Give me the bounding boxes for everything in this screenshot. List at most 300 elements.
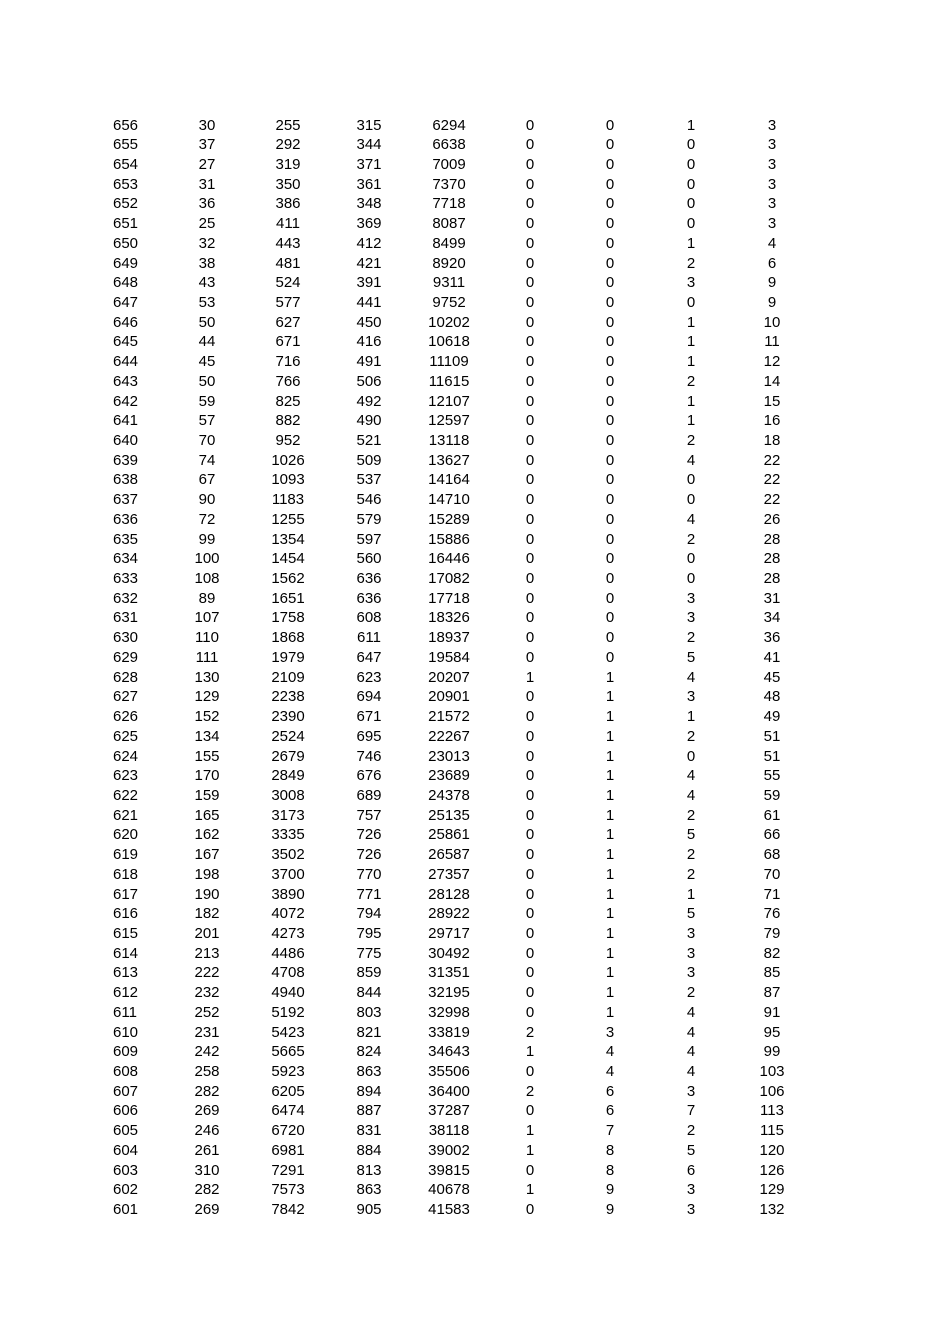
table-row: [0, 549, 950, 569]
table-cell: 0: [525, 727, 535, 745]
table-cell: 1562: [271, 570, 305, 588]
table-cell: 1: [605, 846, 615, 864]
table-cell: 36: [198, 195, 216, 213]
table-cell: 4: [767, 234, 777, 252]
table-cell: 0: [605, 372, 615, 390]
table-cell: 617: [113, 885, 139, 903]
table-cell: 82: [763, 944, 781, 962]
table-cell: 694: [356, 688, 382, 706]
table-row: [0, 451, 950, 471]
table-cell: 1: [605, 865, 615, 883]
table-cell: 21572: [428, 708, 470, 726]
table-cell: 0: [525, 234, 535, 252]
table-cell: 509: [356, 451, 382, 469]
table-cell: 4708: [271, 964, 305, 982]
table-cell: 25: [198, 215, 216, 233]
table-cell: 1: [525, 1043, 535, 1061]
table-cell: 1: [605, 924, 615, 942]
table-row: [0, 175, 950, 195]
table-cell: 11615: [428, 372, 470, 390]
table-cell: 0: [605, 510, 615, 528]
table-cell: 0: [525, 333, 535, 351]
table-cell: 4273: [271, 924, 305, 942]
table-cell: 269: [194, 1201, 220, 1219]
table-cell: 3: [767, 175, 777, 193]
table-cell: 636: [356, 570, 382, 588]
table-cell: 0: [525, 648, 535, 666]
table-cell: 647: [356, 648, 382, 666]
table-cell: 623: [113, 767, 139, 785]
table-row: [0, 806, 950, 826]
table-cell: 746: [356, 747, 382, 765]
table-cell: 0: [686, 155, 696, 173]
table-cell: 577: [275, 293, 301, 311]
table-cell: 70: [198, 432, 216, 449]
table-cell: 1: [605, 885, 615, 903]
table-cell: 1: [686, 412, 696, 430]
table-cell: 524: [275, 274, 301, 292]
table-cell: 1: [605, 668, 615, 686]
table-cell: 20901: [428, 688, 470, 706]
table-cell: 695: [356, 727, 382, 745]
table-cell: 115: [760, 1122, 784, 1140]
table-cell: 27: [198, 155, 216, 173]
table-cell: 87: [763, 984, 781, 1002]
table-cell: 1: [605, 806, 615, 824]
table-cell: 100: [194, 550, 220, 568]
table-cell: 2: [686, 984, 696, 1002]
table-cell: 0: [605, 550, 615, 568]
table-cell: 4: [686, 786, 696, 804]
table-cell: 631: [113, 609, 139, 627]
table-cell: 0: [686, 550, 696, 568]
table-cell: 506: [356, 372, 382, 390]
table-cell: 25861: [428, 826, 470, 844]
table-cell: 9311: [432, 274, 466, 292]
table-cell: 537: [356, 471, 382, 489]
table-cell: 0: [605, 609, 615, 627]
table-row: [0, 1082, 950, 1102]
table-cell: 803: [356, 1003, 382, 1021]
table-cell: 130: [194, 668, 220, 686]
table-cell: 450: [356, 313, 382, 331]
table-cell: 0: [525, 688, 535, 706]
table-cell: 14: [763, 372, 781, 390]
table-cell: 821: [356, 1023, 382, 1041]
table-cell: 629: [113, 648, 139, 666]
table-cell: 34643: [428, 1043, 470, 1061]
table-cell: 66: [763, 826, 781, 844]
table-cell: 653: [113, 175, 139, 193]
table-cell: 32998: [428, 1003, 470, 1021]
table-cell: 0: [686, 570, 696, 588]
table-cell: 0: [525, 1201, 535, 1219]
table-cell: 28922: [428, 905, 470, 923]
table-cell: 546: [356, 491, 382, 509]
table-cell: 28: [763, 570, 781, 588]
table-cell: 1868: [271, 629, 305, 647]
table-cell: 3: [767, 215, 777, 233]
table-cell: 0: [605, 234, 615, 252]
table-cell: 0: [525, 510, 535, 528]
table-cell: 22: [763, 491, 781, 509]
table-cell: 0: [605, 293, 615, 311]
table-cell: 170: [194, 767, 220, 785]
table-cell: 3: [686, 1082, 696, 1100]
table-cell: 3: [767, 155, 777, 173]
table-cell: 1: [605, 747, 615, 765]
table-cell: 1: [525, 1141, 535, 1159]
table-cell: 3: [686, 944, 696, 962]
table-cell: 0: [605, 353, 615, 371]
table-cell: 67: [198, 471, 216, 489]
table-cell: 15: [763, 392, 781, 410]
table-cell: 2: [686, 865, 696, 883]
table-cell: 126: [759, 1161, 785, 1179]
table-cell: 0: [525, 1161, 535, 1179]
table-cell: 90: [198, 491, 216, 509]
table-cell: 5192: [271, 1003, 305, 1021]
table-cell: 50: [198, 313, 216, 331]
table-cell: 2679: [271, 747, 305, 765]
table-cell: 53: [198, 293, 216, 311]
table-cell: 625: [113, 727, 139, 745]
table-row: [0, 1042, 950, 1062]
table-cell: 0: [525, 530, 535, 548]
table-cell: 9: [605, 1181, 615, 1199]
table-cell: 647: [113, 293, 139, 311]
table-cell: 645: [113, 333, 139, 351]
table-cell: 74: [198, 451, 216, 469]
table-cell: 182: [194, 905, 220, 923]
table-cell: 610: [113, 1023, 139, 1041]
table-cell: 637: [113, 491, 139, 509]
table-cell: 4: [686, 1023, 696, 1041]
table-cell: 4: [686, 1063, 696, 1080]
table-row: [0, 766, 950, 786]
table-cell: 5923: [271, 1063, 305, 1080]
table-cell: 623: [356, 668, 382, 686]
table-cell: 643: [113, 372, 139, 390]
table-cell: 29717: [428, 924, 470, 942]
table-cell: 7718: [432, 195, 466, 213]
table-cell: 19584: [428, 648, 470, 666]
table-row: [0, 372, 950, 392]
table-cell: 68: [763, 846, 781, 864]
table-cell: 882: [275, 412, 301, 430]
table-cell: 2: [686, 254, 696, 272]
table-cell: 8920: [432, 254, 466, 272]
table-cell: 246: [194, 1122, 220, 1140]
table-cell: 134: [194, 727, 220, 745]
table-cell: 1: [686, 116, 696, 134]
table-cell: 0: [525, 372, 535, 390]
table-cell: 6981: [271, 1141, 305, 1159]
table-cell: 106: [759, 1082, 785, 1100]
table-cell: 59: [763, 786, 781, 804]
table-cell: 1183: [271, 491, 305, 509]
table-cell: 4: [605, 1063, 615, 1080]
table-cell: 9752: [432, 293, 466, 311]
table-cell: 5: [686, 1141, 696, 1159]
table-cell: 597: [356, 530, 382, 548]
table-cell: 258: [194, 1063, 220, 1080]
table-cell: 4: [686, 510, 696, 528]
table-cell: 613: [113, 964, 139, 982]
table-cell: 635: [113, 530, 139, 548]
table-cell: 0: [605, 392, 615, 410]
table-row: [0, 904, 950, 924]
table-cell: 2849: [271, 767, 305, 785]
table-cell: 2390: [271, 708, 305, 726]
table-row: [0, 786, 950, 806]
table-cell: 111: [195, 648, 219, 666]
table-cell: 726: [356, 846, 382, 864]
table-cell: 165: [194, 806, 220, 824]
table-cell: 110: [195, 629, 219, 647]
table-cell: 0: [525, 609, 535, 627]
table-cell: 0: [525, 116, 535, 134]
table-cell: 0: [525, 254, 535, 272]
table-row: [0, 589, 950, 609]
table-cell: 17082: [428, 570, 470, 588]
table-cell: 3890: [271, 885, 305, 903]
table-cell: 0: [525, 924, 535, 942]
table-cell: 0: [686, 747, 696, 765]
table-cell: 107: [194, 609, 220, 627]
table-cell: 30: [198, 116, 216, 134]
table-row: [0, 1101, 950, 1121]
table-cell: 0: [525, 905, 535, 923]
table-cell: 0: [525, 964, 535, 982]
table-cell: 371: [356, 155, 382, 173]
table-cell: 6294: [432, 116, 466, 134]
table-cell: 41583: [428, 1201, 470, 1219]
table-cell: 159: [194, 786, 220, 804]
table-cell: 57: [198, 412, 216, 430]
table-row: [0, 1121, 950, 1141]
table-cell: 863: [356, 1063, 382, 1080]
table-cell: 72: [198, 510, 216, 528]
table-cell: 579: [356, 510, 382, 528]
table-cell: 319: [275, 155, 301, 173]
table-cell: 421: [356, 254, 382, 272]
table-cell: 615: [113, 924, 139, 942]
table-cell: 16: [763, 412, 781, 430]
table-cell: 6: [605, 1102, 615, 1120]
table-cell: 28: [763, 530, 781, 548]
table-cell: 492: [356, 392, 382, 410]
table-cell: 0: [525, 175, 535, 193]
table-cell: 36: [763, 629, 781, 647]
table-row: [0, 490, 950, 510]
table-cell: 242: [194, 1043, 220, 1061]
table-cell: 952: [275, 432, 301, 449]
table-row: [0, 569, 950, 589]
table-cell: 1: [686, 333, 696, 351]
table-cell: 12597: [428, 412, 470, 430]
table-cell: 61: [763, 806, 781, 824]
table-cell: 33819: [428, 1023, 470, 1041]
table-cell: 1: [686, 313, 696, 331]
table-cell: 0: [605, 116, 615, 134]
table-cell: 45: [763, 668, 781, 686]
table-cell: 0: [525, 786, 535, 804]
table-cell: 9: [767, 274, 777, 292]
table-cell: 3008: [271, 786, 305, 804]
table-cell: 884: [356, 1141, 382, 1159]
table-row: [0, 727, 950, 747]
table-cell: 604: [113, 1141, 139, 1159]
table-cell: 3: [686, 1201, 696, 1219]
table-cell: 31: [198, 175, 216, 193]
table-cell: 190: [194, 885, 220, 903]
table-cell: 757: [356, 806, 382, 824]
table-row: [0, 1023, 950, 1043]
table-row: [0, 392, 950, 412]
table-cell: 766: [275, 372, 301, 390]
table-cell: 155: [194, 747, 220, 765]
table-cell: 0: [605, 195, 615, 213]
table-cell: 12: [763, 353, 781, 371]
table-cell: 655: [113, 136, 139, 154]
table-cell: 671: [356, 708, 382, 726]
table-cell: 99: [198, 530, 216, 548]
table-cell: 1: [686, 353, 696, 371]
table-cell: 0: [686, 471, 696, 489]
table-cell: 6205: [271, 1082, 305, 1100]
table-cell: 0: [525, 392, 535, 410]
table-cell: 0: [525, 293, 535, 311]
table-cell: 1: [525, 1122, 535, 1140]
table-cell: 619: [113, 846, 139, 864]
table-cell: 0: [525, 806, 535, 824]
table-cell: 0: [525, 767, 535, 785]
table-cell: 0: [525, 846, 535, 864]
table-cell: 1979: [271, 648, 305, 666]
table-cell: 34: [763, 609, 781, 627]
table-cell: 640: [113, 432, 139, 449]
table-row: [0, 116, 950, 136]
table-cell: 39002: [428, 1141, 470, 1159]
table-cell: 726: [356, 826, 382, 844]
table-cell: 4: [605, 1043, 615, 1061]
table-cell: 315: [356, 116, 382, 134]
table-cell: 642: [113, 392, 139, 410]
table-cell: 59: [198, 392, 216, 410]
table-cell: 38: [198, 254, 216, 272]
table-row: [0, 1161, 950, 1181]
table-cell: 627: [113, 688, 139, 706]
table-cell: 1651: [271, 589, 305, 607]
table-cell: 28: [763, 550, 781, 568]
table-cell: 0: [525, 826, 535, 844]
table-cell: 887: [356, 1102, 382, 1120]
table-cell: 0: [525, 1102, 535, 1120]
table-row: [0, 825, 950, 845]
table-cell: 31351: [428, 964, 470, 982]
table-cell: 639: [113, 451, 139, 469]
table-cell: 113: [760, 1102, 784, 1120]
table-cell: 4486: [271, 944, 305, 962]
table-cell: 20207: [428, 668, 470, 686]
table-cell: 611: [357, 629, 381, 647]
table-cell: 108: [194, 570, 220, 588]
table-cell: 361: [356, 175, 382, 193]
table-cell: 7009: [432, 155, 466, 173]
table-cell: 44: [198, 333, 216, 351]
table-cell: 634: [113, 550, 139, 568]
table-cell: 26587: [428, 846, 470, 864]
table-row: [0, 1141, 950, 1161]
table-cell: 602: [113, 1181, 139, 1199]
table-cell: 641: [113, 412, 139, 430]
table-cell: 521: [356, 432, 382, 449]
table-row: [0, 983, 950, 1003]
table-cell: 1: [686, 392, 696, 410]
table-cell: 1: [686, 234, 696, 252]
table-cell: 3: [686, 1181, 696, 1199]
table-cell: 0: [605, 530, 615, 548]
table-cell: 831: [356, 1122, 382, 1140]
table-cell: 0: [525, 570, 535, 588]
table-cell: 2: [686, 530, 696, 548]
table-cell: 91: [763, 1003, 781, 1021]
table-cell: 671: [275, 333, 301, 351]
table-cell: 14164: [428, 471, 470, 489]
table-cell: 0: [525, 136, 535, 154]
table-cell: 22: [763, 451, 781, 469]
table-cell: 3: [767, 116, 777, 134]
table-cell: 152: [194, 708, 220, 726]
table-row: [0, 1180, 950, 1200]
table-row: [0, 648, 950, 668]
table-cell: 48: [763, 688, 781, 706]
table-cell: 795: [356, 924, 382, 942]
table-cell: 0: [605, 648, 615, 666]
table-cell: 51: [763, 747, 781, 765]
table-cell: 0: [525, 491, 535, 509]
table-cell: 905: [356, 1201, 382, 1219]
table-cell: 0: [605, 471, 615, 489]
table-cell: 633: [113, 570, 139, 588]
table-row: [0, 628, 950, 648]
table-cell: 269: [194, 1102, 220, 1120]
table-cell: 255: [275, 116, 301, 134]
table-cell: 22: [763, 471, 781, 489]
table-cell: 5: [686, 648, 696, 666]
table-cell: 825: [275, 392, 301, 410]
table-cell: 0: [605, 313, 615, 331]
table-cell: 6: [686, 1161, 696, 1179]
table-cell: 129: [759, 1181, 785, 1199]
table-cell: 648: [113, 274, 139, 292]
table-cell: 24378: [428, 786, 470, 804]
table-cell: 9: [605, 1201, 615, 1219]
table-cell: 794: [356, 905, 382, 923]
table-cell: 652: [113, 195, 139, 213]
table-cell: 4: [686, 767, 696, 785]
table-cell: 0: [605, 175, 615, 193]
table-cell: 775: [356, 944, 382, 962]
table-row: [0, 332, 950, 352]
table-cell: 11: [764, 333, 780, 351]
table-cell: 5: [686, 905, 696, 923]
table-cell: 1: [525, 668, 535, 686]
table-cell: 0: [605, 136, 615, 154]
table-cell: 13118: [428, 432, 470, 449]
table-row: [0, 352, 950, 372]
